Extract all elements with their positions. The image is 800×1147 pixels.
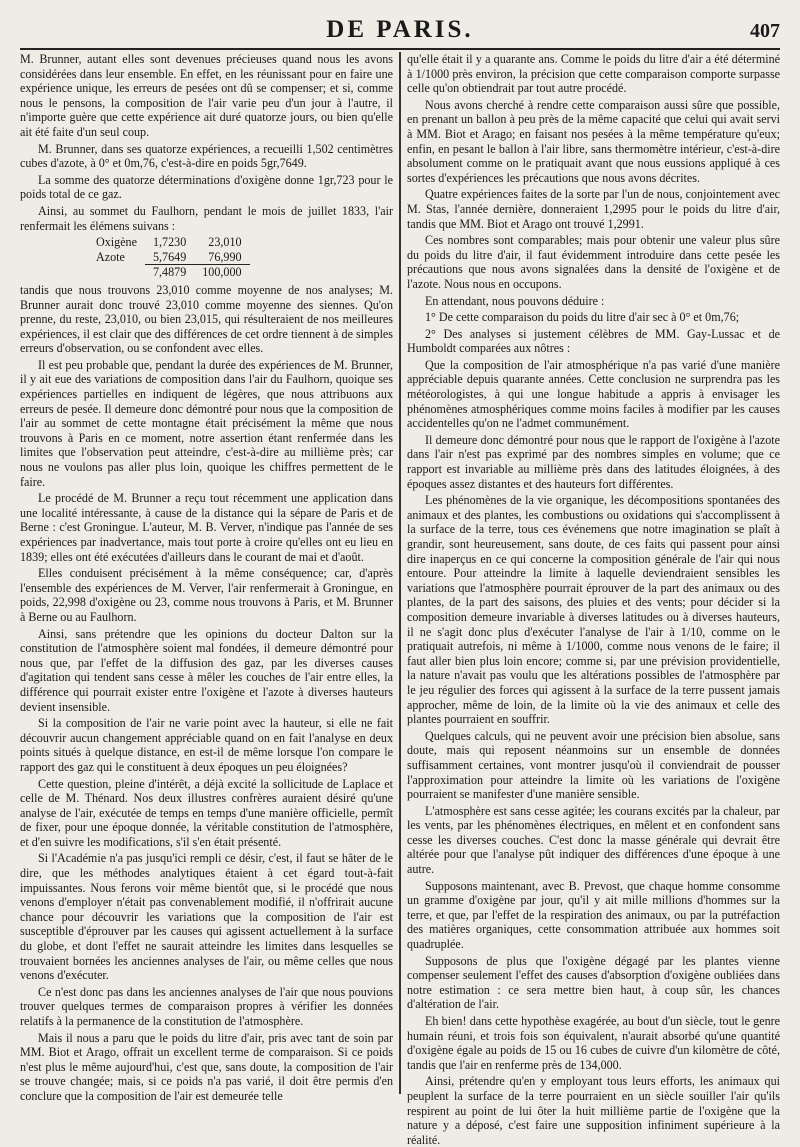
paragraph: La somme des quatorze déterminations d'oxigène donne 1gr,723 pour le poids total de ce gaz. (20, 172, 394, 202)
table-row (88, 235, 250, 250)
paragraph: Le procédé de M. Brunner a reçu tout récemment une application dans une localité intéressante, à cause de la distance qui la sépare de Paris et de Berne : c'est Groningue. L'auteur, M. B. Verver, n'indique pas l'année de ses expériences par inadvertance, mais tout porte à croire qu'elles ont eu lieu en 1839; elles ont été exécutées d'ailleurs dans le courant de mai et d'août. (20, 491, 394, 564)
paragraph: Il est peu probable que, pendant la durée des expériences de M. Brunner, il y ait eue des variations de composition dans l'air du Faulhorn, quoique ses expériences partielles en indiquent de légères, que nous attribuons aux erreurs de pesée. Il demeure donc démontré pour nous que la composition de l'air au sommet de cette montagne était précisément la même que nous trouvons à Paris en ce moment, notre assertion étant renfermée dans les limites que l'observation peut atteindre, c'est-à-dire au millième près; car nous ne voulons pas aller plus loin, quoique les chiffres permettent de le faire. (20, 357, 394, 489)
element-name: Oxigène (96, 235, 137, 250)
element-percent: 23,010 (208, 235, 242, 250)
element-name: Azote (96, 249, 125, 264)
paragraph: Nous avons cherché à rendre cette comparaison aussi sûre que possible, en prenant un ballon à peu près de la même capacité que celui qui avait servi à MM. Biot et Arago; en faisant nos pesées à la même température qu'eux; enfin, en pesant le ballon à l'air libre, sans thermomètre intérieur, c'est-à-dire absolument comme on le pratiquait avant que nous eussions appliqué à ces sortes d'expériences les précautions que nous avons décrites. (407, 97, 781, 185)
paragraph: Elles conduisent précisément à la même conséquence; car, d'après l'ensemble des expériences de M. Verver, l'air renfermerait à Groningue, en poids, 22,998 d'oxigène ou 23, comme nous trouvons à Paris, et M. Brunner à Berne ou au Faulhorn. (20, 566, 394, 624)
paragraph: qu'elle était il y a quarante ans. Comme le poids du litre d'air a été déterminé à 1/1000 près environ, la précision que cette comparaison comporte surpasse celle qu'on obtiendrait par tout autre procédé. (407, 52, 781, 96)
paragraph: 1° De cette comparaison du poids du litre d'air sec à 0° et 0m,76; (425, 310, 740, 325)
column-divider (399, 52, 401, 1094)
paragraph: M. Brunner, dans ses quatorze expériences, a recueilli 1,502 centimètres cubes d'azote, à 0° et 0m,76, c'est-à-dire en poids 5gr,7649. (20, 141, 394, 171)
table-total-row (88, 265, 250, 280)
paragraph: Quelques calculs, qui ne peuvent avoir une précision bien absolue, sans doute, mais qui reposent néanmoins sur un ensemble de données suffisamment certaines, vont montrer jusqu'où il conviendrait de pousser l'approximation pour atteindre la limite où les variations de l'oxigène pourraient se manifester d'une manière sensible. (407, 728, 781, 802)
right-column (407, 52, 781, 1147)
paragraph: Si la composition de l'air ne varie point avec la hauteur, si elle ne fait découvrir aucun changement appréciable quand on en fait l'analyse en deux points situés à quelque distance, en est-il de même lorsque l'on compare le rapport des gaz qui le constituent à deux époques un peu éloignées? (20, 716, 394, 774)
paragraph: M. Brunner, autant elles sont devenues précieuses quand nous les avons considérées dans leur ensemble. En effet, en les réunissant pour en faire une expérience unique, les erreurs de pesées ont dû se compenser; et si, comme nous le pensons, la composition de l'air varie peu d'un jour à l'autre, il n'importe guère que cette expérience ait duré quatorze jours, ou bien qu'elle ait été faite d'un seul coup. (20, 52, 394, 139)
paragraph: Eh bien! dans cette hypothèse exagérée, au bout d'un siècle, tout le genre humain réuni, et trois fois son équivalent, n'aurait absorbé qu'une quantité d'oxigène égale au poids de 15 ou 16 cubes de cuivre d'un kilomètre de côté, tandis que l'air en renferme près de 134,000. (407, 1014, 781, 1072)
paragraph: Ainsi, prétendre qu'en y employant tous leurs efforts, les animaux qui peuplent la surface de la terre pourraient en un siècle souiller l'air qu'ils respirent au point de lui ôter la huit millième partie de l'oxigène que la nature y a déposé, c'est faire une supposition infiniment supérieure à la réalité. (407, 1074, 781, 1147)
paragraph: Mais il nous a paru que le poids du litre d'air, pris avec tant de soin par MM. Biot et Arago, offrait un excellent terme de comparaison. Si ce poids n'est plus le même aujourd'hui, c'est que, sans doute, la composition de l'air se trouve changée; mais, si ce poids n'a pas varié, il doit être permis d'en conclure que la composition de l'air est demeurée telle (20, 1030, 394, 1103)
paragraph: L'atmosphère est sans cesse agitée; les courans excités par la chaleur, par les vents, par les phénomènes électriques, en mêlent et en confondent sans cesse les diverses couches. C'est donc la masse générale qui devrait être altérée pour que l'analyse pût indiquer des différences d'une époque à une autre. (407, 803, 781, 877)
left-column (20, 52, 394, 1103)
paragraph: En attendant, nous pouvons déduire : (425, 293, 605, 308)
paragraph: tandis que nous trouvons 23,010 comme moyenne de nos analyses; M. Brunner aurait donc trouvé 23,010 comme moyenne des siennes. Qu'on prenne, du reste, 23,010, ou bien 23,015, qui résulteraient de nos meilleures expériences, il est clair que des différences de cet ordre tiennent à de simples erreurs d'observation, ou se confondent avec elles. (20, 282, 394, 356)
page-number: 407 (750, 20, 780, 42)
page-header (20, 12, 780, 50)
total-percent: 100,000 (194, 265, 249, 280)
paragraph: Supposons maintenant, avec B. Prevost, que chaque homme consomme un gramme d'oxigène par jour, qu'il y ait mille millions d'hommes sur la terre, et que, par l'effet de la respiration des animaux, ou par la putréfaction des matières organiques, cette consommation attribuée aux hommes soit quadruplée. (407, 878, 781, 952)
composition-table (88, 235, 250, 280)
table-row (88, 250, 250, 265)
total-weight: 7,4879 (145, 265, 194, 280)
paragraph: Quatre expériences faites de la sorte par l'un de nous, conjointement avec M. Stas, l'année dernière, donneraient 1,2995 pour le poids du litre d'air, tandis que MM. Biot et Arago ont trouvé 1,2991. (407, 187, 781, 231)
paragraph: Cette question, pleine d'intérêt, a déjà excité la sollicitude de Laplace et celle de M. Thénard. Nos deux illustres confrères auraient désiré qu'une analyse de l'air, exécutée de temps en temps d'une manière officielle, permît de fixer, pour une époque donnée, la véritable constitution de l'atmosphère, et d'en suivre les modifications, s'il s'en était présenté. (20, 776, 394, 849)
paragraph: Les phénomènes de la vie organique, les décompositions spontanées des animaux et des plantes, les combustions ou oxidations qui s'accomplissent à la surface de la terre, tous ces événemens que notre imagination se plaît à grandir, sont heureusement, sans doute, de ces faits qui passent pour ainsi dire inaperçus en ce qui concerne la composition générale de l'air qui nous entoure. Pour atteindre la limite à laquelle deviendraient sensibles les variations que l'atmosphère pourrait éprouver de la part des animaux ou des plantes, de la part des saisons, des pluies et des vents; pour décider si la composition demeure invariable à diverses latitudes ou à diverses hauteurs, il ne s'agit donc plus d'exécuter l'analyse de l'air à 1/10, comme on le pratiquait autrefois, ni même à 1/1000, comme nous venons de le faire; il faut aller bien plus loin encore; comme si, par une prévision providentielle, la nature n'avait pas voulu que les altérations possibles de l'atmosphère par le jeu régulier des forces qui agissent à la surface de la terre pussent jamais approcher, même de loin, de la limite où la vie des animaux et celle des plantes pourraient en souffrir. (407, 493, 781, 727)
paragraph: Ce n'est donc pas dans les anciennes analyses de l'air que nous pouvions trouver quelques termes de comparaison propres à vérifier les données relatifs à la permanence de la constitution de l'atmosphère. (20, 984, 394, 1028)
paragraph: Il demeure donc démontré pour nous que le rapport de l'oxigène à l'azote dans l'air n'est pas exprimé par des nombres simples en volume; que ce rapport est invariable au millième près dans des latitudes éloignées, à des époques assez distantes et des hauteurs fort différentes. (407, 432, 781, 491)
page-title: DE PARIS. (326, 16, 474, 43)
text-columns (20, 52, 781, 1147)
paragraph: Ainsi, sans prétendre que les opinions du docteur Dalton sur la constitution de l'atmosphère soient mal fondées, il demeure démontré pour nous que, par l'effet de la diffusion des gaz, par les diverses causes d'agitation qui tendent sans cesse à mêler les couches de l'air entre elles, la différence qui pourrait exister entre l'oxigène et l'azote à diverses hauteurs devient insensible. (20, 626, 394, 714)
paragraph: Que la composition de l'air atmosphérique n'a pas varié d'une manière appréciable depuis quarante années. Cette conclusion ne surprendra pas les météorologistes, à qui une longue habitude a appris à envisager les phénomènes atmosphériques comme moins faciles à modifier par les causes accidentelles qu'on ne l'admet communément. (407, 357, 781, 431)
element-weight: 5,7649 (152, 249, 187, 264)
element-weight: 1,7230 (152, 235, 187, 250)
paragraph: Si l'Académie n'a pas jusqu'ici rempli ce désir, c'est, il faut se hâter de le dire, que les méthodes analytiques étaient à cet égard tout-à-fait impuissantes. Nous ferons voir même bientôt que, si le procédé que nous venons d'employer n'était pas convenablement modifié, il n'offrirait aucune chance pour découvrir les variations que la composition de l'air est susceptible d'éprouver par les causes qui agissent actuellement à la surface du globe, et dont l'effet ne saurait atteindre les limites dans lesquelles se trouvaient bornées les anciennes analyses de l'air, ou même celles que nous venons d'exécuter. (20, 851, 394, 983)
paragraph: Ainsi, au sommet du Faulhorn, pendant le mois de juillet 1833, l'air renfermait les élémens suivans : (20, 203, 394, 233)
paragraph: Ces nombres sont comparables; mais pour obtenir une valeur plus sûre du poids du litre d'air, il faut évidemment introduire dans cette pesée les précautions que nous avons signalées dans la densité de l'oxigène et de l'azote. Nous nous en occupons. (407, 233, 781, 291)
paragraph: Supposons de plus que l'oxigène dégagé par les plantes vienne compenser seulement l'effet des causes d'absorption d'oxigène oubliées dans notre estimation : ce sera mettre bien haut, à coup sûr, les chances d'altération de l'air. (407, 953, 781, 1012)
paragraph: 2° Des analyses si justement célèbres de MM. Gay-Lussac et de Humboldt comparées aux nôtres : (407, 326, 781, 356)
element-percent: 76,990 (208, 249, 242, 264)
